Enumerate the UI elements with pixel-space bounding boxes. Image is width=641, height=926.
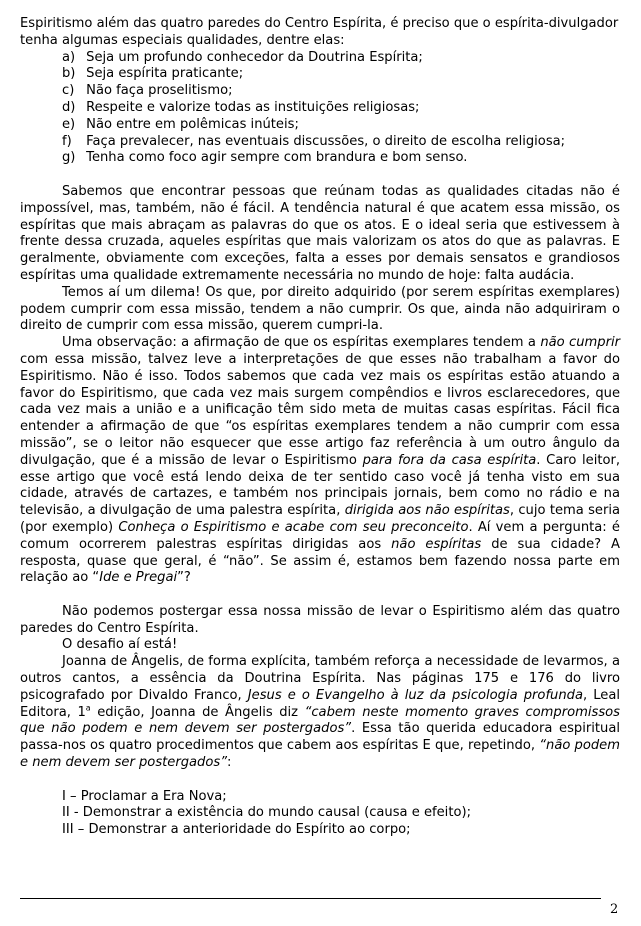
- list-item: g) Tenha como foco agir sempre com brandura e bom senso.: [62, 150, 468, 166]
- list-item: c) Não faça proselitismo;: [62, 83, 233, 99]
- list-item: I – Proclamar a Era Nova;: [62, 788, 227, 804]
- page-number: 2: [610, 902, 619, 917]
- footer-divider: [20, 898, 601, 899]
- paragraph-qualities-commentary: Sabemos que encontrar pessoas que reúnam todas as qualidades citadas não é impossível, mas, também, não é fácil. A tendência natural é que acatem essa missão, os espíritas que mais abraçam as palavras do que os atos. E o ideal seria que estivessem à frente dessa cruzada, aqueles espíritas que mais valorizam os atos do que as palavras. E geralmente, obviamente com exceções, falta a esses por demais sensatos e grandiosos espíritas uma qualidade extremamente necessária no mundo de hoje: falta audácia.: [20, 183, 620, 283]
- paragraph-mission: Não podemos postergar essa nossa missão de levar o Espiritismo além das quatro paredes do Centro Espírita.: [20, 603, 620, 636]
- list-item: b) Seja espírita praticante;: [62, 66, 244, 82]
- document-body: [20, 16, 620, 839]
- paragraph-observation: Uma observação: a afirmação de que os espíritas exemplares tendem a não cumprir com essa missão, talvez leve a interpretações de que esses não trabalham a favor do Espiritismo. Não é isso. Todos sabemos que cada vez mais os espíritas estão atuando a favor do Espiritismo, que cada vez mais surgem compêndios e livros esclarecedores, que cada vez mais a união e a unificação têm sido meta de muitas casas espíritas. Fácil fica entender a afirmação de que “os espíritas exemplares tendem a não cumprir com essa missão”, se o leitor não esquecer que esse artigo faz referência à um outro ângulo da divulgação, que é a missão de levar o Espiritismo para fora da casa espírita. Caro leitor, esse artigo que você está lendo deixa de ter sentido caso você já tenha visto em sua cidade, através de cartazes, e também nos principais jornais, bem como no rádio e na televisão, a divulgação de uma palestra espírita, dirigida aos não espíritas, cujo tema seria (por exemplo) Conheça o Espiritismo e acabe com seu preconceito. Aí vem a pergunta: é comum ocorrerem palestras espíritas dirigidas aos não espíritas de sua cidade? A resposta, quase que geral, é “não”. Se assim é, estamos bem fazendo nossa parte em relação ao “Ide e Pregai”?: [20, 335, 621, 586]
- list-item: a) Seja um profundo conhecedor da Doutrina Espírita;: [62, 49, 423, 65]
- list-item: f) Faça prevalecer, nas eventuais discussões, o direito de escolha religiosa;: [62, 133, 566, 149]
- procedures-list: [20, 789, 620, 839]
- paragraph-dilemma: Temos aí um dilema! Os que, por direito adquirido (por serem espíritas exemplares) podem cumprir com essa missão, tendem a não cumprir. Os que, ainda não adquiriram o direito de cumprir com essa missão, querem cumpri-la.: [20, 284, 620, 334]
- list-item: e) Não entre em polêmicas inúteis;: [62, 116, 299, 132]
- paragraph-joanna: Joanna de Ângelis, de forma explícita, também reforça a necessidade de levarmos, a outros cantos, a essência da Doutrina Espírita. Nas páginas 175 e 176 do livro psicografado por Divaldo Franco, Jesus e o Evangelho à luz da psicologia profunda, Leal Editora, 1$^a$ edição, Joanna de Ângelis diz “cabem neste momento graves compromissos que não podem e nem devem ser postergados”. Essa tão querida educadora espiritual passa-nos os quatro procedimentos que cabem aos espíritas E que, repetindo, “não podem e nem devem ser postergados”:: [20, 654, 621, 771]
- list-item: II - Demonstrar a existência do mundo causal (causa e efeito);: [62, 805, 471, 821]
- list-item: d) Respeite e valorize todas as instituições religiosas;: [62, 99, 420, 115]
- qualities-list: [20, 50, 620, 168]
- intro-paragraph: Espiritismo além das quatro paredes do Centro Espírita, é preciso que o espírita-divulgador tenha algumas especiais qualidades, dentre elas:: [20, 16, 619, 48]
- paragraph-challenge: O desafio aí está!: [62, 637, 178, 653]
- list-item: III – Demonstrar a anterioridade do Espírito ao corpo;: [62, 822, 411, 838]
